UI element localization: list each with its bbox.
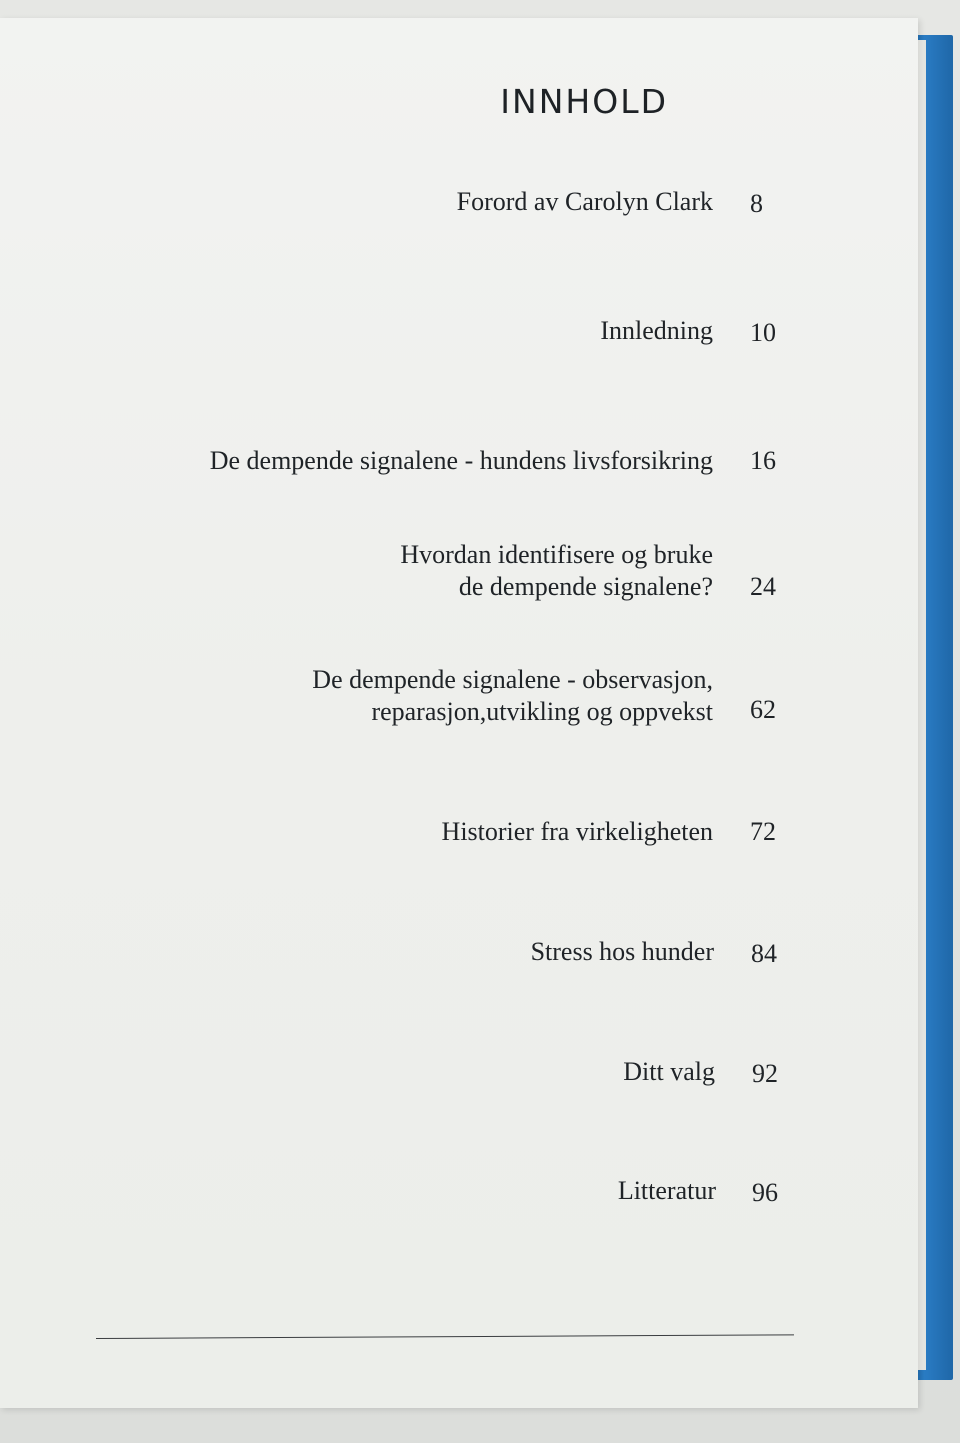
page-heading: INNHOLD	[500, 82, 668, 121]
toc-entry-title	[531, 936, 714, 968]
toc-entry-page: 72	[750, 817, 776, 846]
toc-entry-page: 24	[750, 572, 776, 601]
toc-entry-title-line: de dempende signalene?	[458, 572, 713, 601]
toc-entry-page: 96	[752, 1178, 778, 1207]
toc-entry-page: 62	[750, 695, 776, 724]
toc-entry-page: 92	[752, 1059, 778, 1088]
bottom-rule	[96, 1334, 794, 1339]
toc-entry-title-line: De dempende signalene - observasjon,	[312, 665, 713, 694]
toc-entry-title	[442, 816, 713, 848]
toc-entry-title-line: Hvordan identifisere og bruke	[400, 540, 713, 569]
toc-entry-title	[457, 186, 713, 218]
toc-entry-title-line: Forord av Carolyn Clark	[456, 187, 713, 216]
toc-entry-page: 16	[750, 446, 776, 475]
toc-entry-page: 8	[750, 189, 763, 218]
toc-entry-title-line: De dempende signalene - hundens livsforsikring	[209, 446, 713, 475]
toc-entry-title-line: Historier fra virkeligheten	[441, 817, 713, 846]
toc-entry-page: 10	[750, 318, 776, 347]
toc-entry-title	[312, 664, 713, 728]
book-page	[0, 18, 918, 1408]
toc-entry-title	[618, 1175, 716, 1207]
toc-entry-title	[400, 539, 713, 603]
toc-entry-page: 84	[751, 939, 777, 968]
toc-entry-title	[600, 315, 713, 347]
toc-entry-title-line: Stress hos hunder	[530, 937, 714, 966]
toc-entry-title-line: Ditt valg	[623, 1057, 715, 1086]
toc-entry-title-line: reparasjon,utvikling og oppvekst	[371, 697, 713, 726]
toc-entry-title	[210, 445, 713, 477]
toc-entry-title-line: Litteratur	[617, 1176, 716, 1205]
toc-entry-title-line: Innledning	[600, 316, 713, 345]
toc-entry-title	[623, 1056, 715, 1088]
